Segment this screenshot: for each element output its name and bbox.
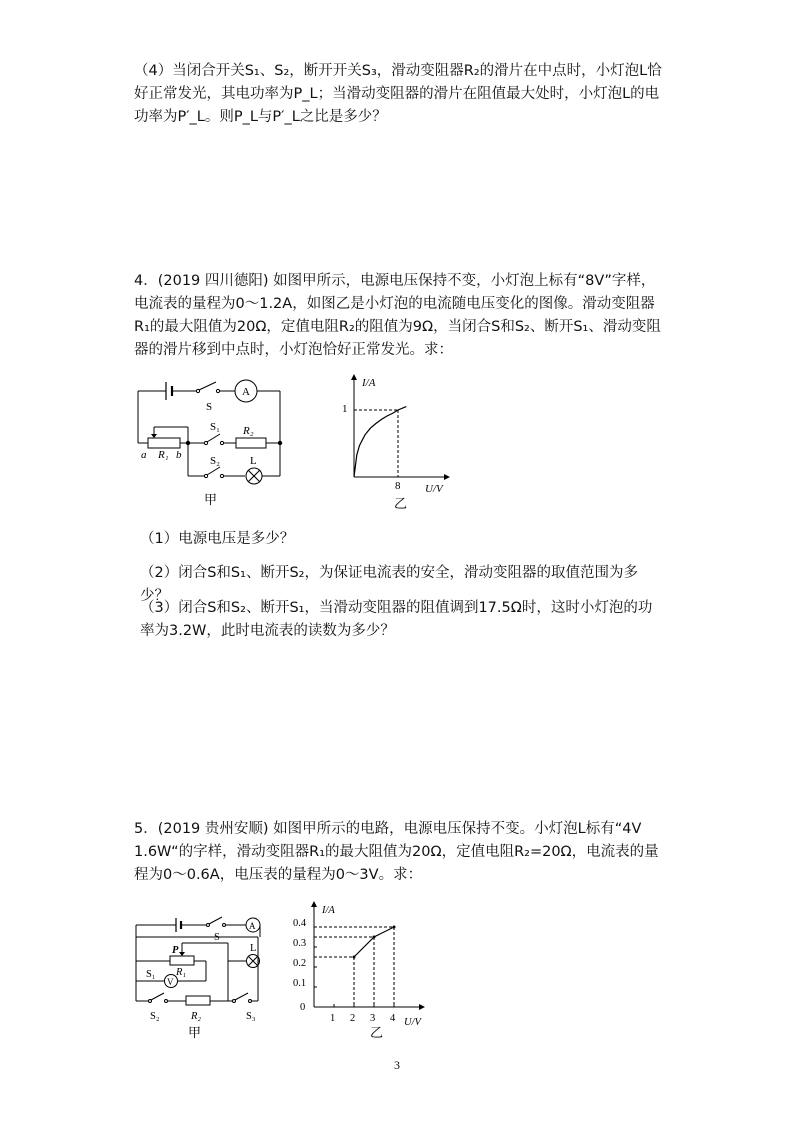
q5-switch-s1-label: S₁	[146, 969, 156, 980]
q5-y-tick-03: 0.3	[293, 938, 307, 949]
q4-x-arrow	[444, 474, 450, 480]
q4-y-tick-label: 1	[342, 403, 348, 415]
q5-y-tick-0: 0	[300, 1002, 306, 1013]
q5-x-tick-3: 3	[370, 1013, 376, 1024]
q5-switch-s2-label: S₂	[150, 1011, 160, 1022]
q4-terminal-a-label: a	[141, 449, 147, 461]
q4-switch-s-label: S	[206, 401, 213, 413]
q4-x-axis-label: U/V	[425, 483, 443, 495]
q5-slider-p-label: P	[172, 945, 179, 956]
q5-x-tick-4: 4	[390, 1013, 396, 1024]
q4-lamp-label: L	[250, 455, 257, 467]
q5-y-tick-01: 0.1	[293, 978, 307, 989]
q5-x-tick-2: 2	[350, 1013, 356, 1024]
q5-x-arrow	[419, 1004, 425, 1010]
page-number: 3	[394, 1058, 400, 1072]
q5-circuit-caption: 甲	[188, 1025, 202, 1040]
q4-x-tick-label: 8	[395, 480, 401, 492]
q4-iu-graph	[332, 370, 457, 520]
q5-y-tick-04: 0.4	[293, 918, 307, 929]
q4-switch-s1-label: S₁	[210, 421, 220, 433]
q4-switch-s2-label: S₂	[210, 455, 220, 467]
q5-y-tick-02: 0.2	[293, 958, 307, 969]
q5-switch-s3-label: S₃	[246, 1011, 256, 1022]
q5-y-arrow	[311, 901, 317, 907]
q4-y-axis-label: I/A	[362, 377, 376, 389]
q4-part3-text: （3）闭合S和S₂、断开S₁，当滑动变阻器的阻值调到17.5Ω时，这时小灯泡的功率为3.2W，此时电流表的读数为多少？	[140, 600, 653, 639]
q4-terminal-b-label: b	[176, 449, 182, 461]
q4-part2-text: （2）闭合S和S₁、断开S₂，为保证电流表的安全，滑动变阻器的取值范围为多少？	[140, 565, 638, 604]
q4-stem-text: 4．(2019 四川德阳) 如图甲所示，电源电压保持不变，小灯泡上标有“8V”字样，电流表的量程为0～1.2A，如图乙是小灯泡的电流随电压变化的图像。滑动变阻器R₁的最大阻值为20Ω，定值电阻R₂的阻值为9Ω，当闭合S和S₂、断开S₁、滑动变阻器的滑片移到中点时，小灯泡恰好正常发光。求：	[134, 273, 661, 358]
q4-y-arrow	[351, 374, 357, 380]
q5-x-tick-1: 1	[330, 1013, 336, 1024]
q5-y-axis-label: I/A	[322, 905, 335, 916]
q4-part1-text: （1）电源电压是多少？	[140, 531, 295, 547]
q4-r2-label: R₂	[243, 425, 254, 437]
q4-r1-label: R₁	[158, 449, 169, 461]
q5-data-point	[353, 956, 356, 959]
q5-x-axis-label: U/V	[404, 1017, 421, 1028]
q5-r2-label: R₂	[191, 1011, 202, 1022]
q5-switch-s-label: S	[214, 932, 220, 943]
q5-iu-graph	[292, 895, 442, 1045]
q5-voltmeter-label: V	[167, 977, 174, 987]
q5-r1-label: R₁	[176, 967, 187, 978]
q5-graph-caption: 乙	[370, 1025, 384, 1040]
q5-data-point	[373, 936, 376, 939]
q5-ammeter-label: A	[249, 921, 256, 931]
q4-graph-caption: 乙	[394, 496, 408, 511]
q5-data-point	[393, 926, 396, 929]
q5-circuit-diagram	[128, 905, 288, 1045]
q4-circuit-caption: 甲	[204, 492, 218, 507]
q3-part4-text: （4）当闭合开关S₁、S₂，断开开关S₃，滑动变阻器R₂的滑片在中点时，小灯泡L恰好正常发光，其电功率为P_L；当滑动变阻器的滑片在阻值最大处时，小灯泡L的电功率为P′_L。则P_L与P′_L之比是多少？	[134, 63, 662, 125]
q4-circuit-diagram	[126, 370, 291, 520]
q5-lamp-label: L	[250, 943, 257, 954]
q4-ammeter-label: A	[242, 386, 250, 398]
q5-stem-text: 5．(2019 贵州安顺) 如图甲所示的电路，电源电压保持不变。小灯泡L标有“4V 1.6W“的字样，滑动变阻器R₁的最大阻值为20Ω，定值电阻R₂=20Ω，电流表的量程为0～0.6A，电压表的量程为0～3V。求：	[134, 821, 659, 883]
